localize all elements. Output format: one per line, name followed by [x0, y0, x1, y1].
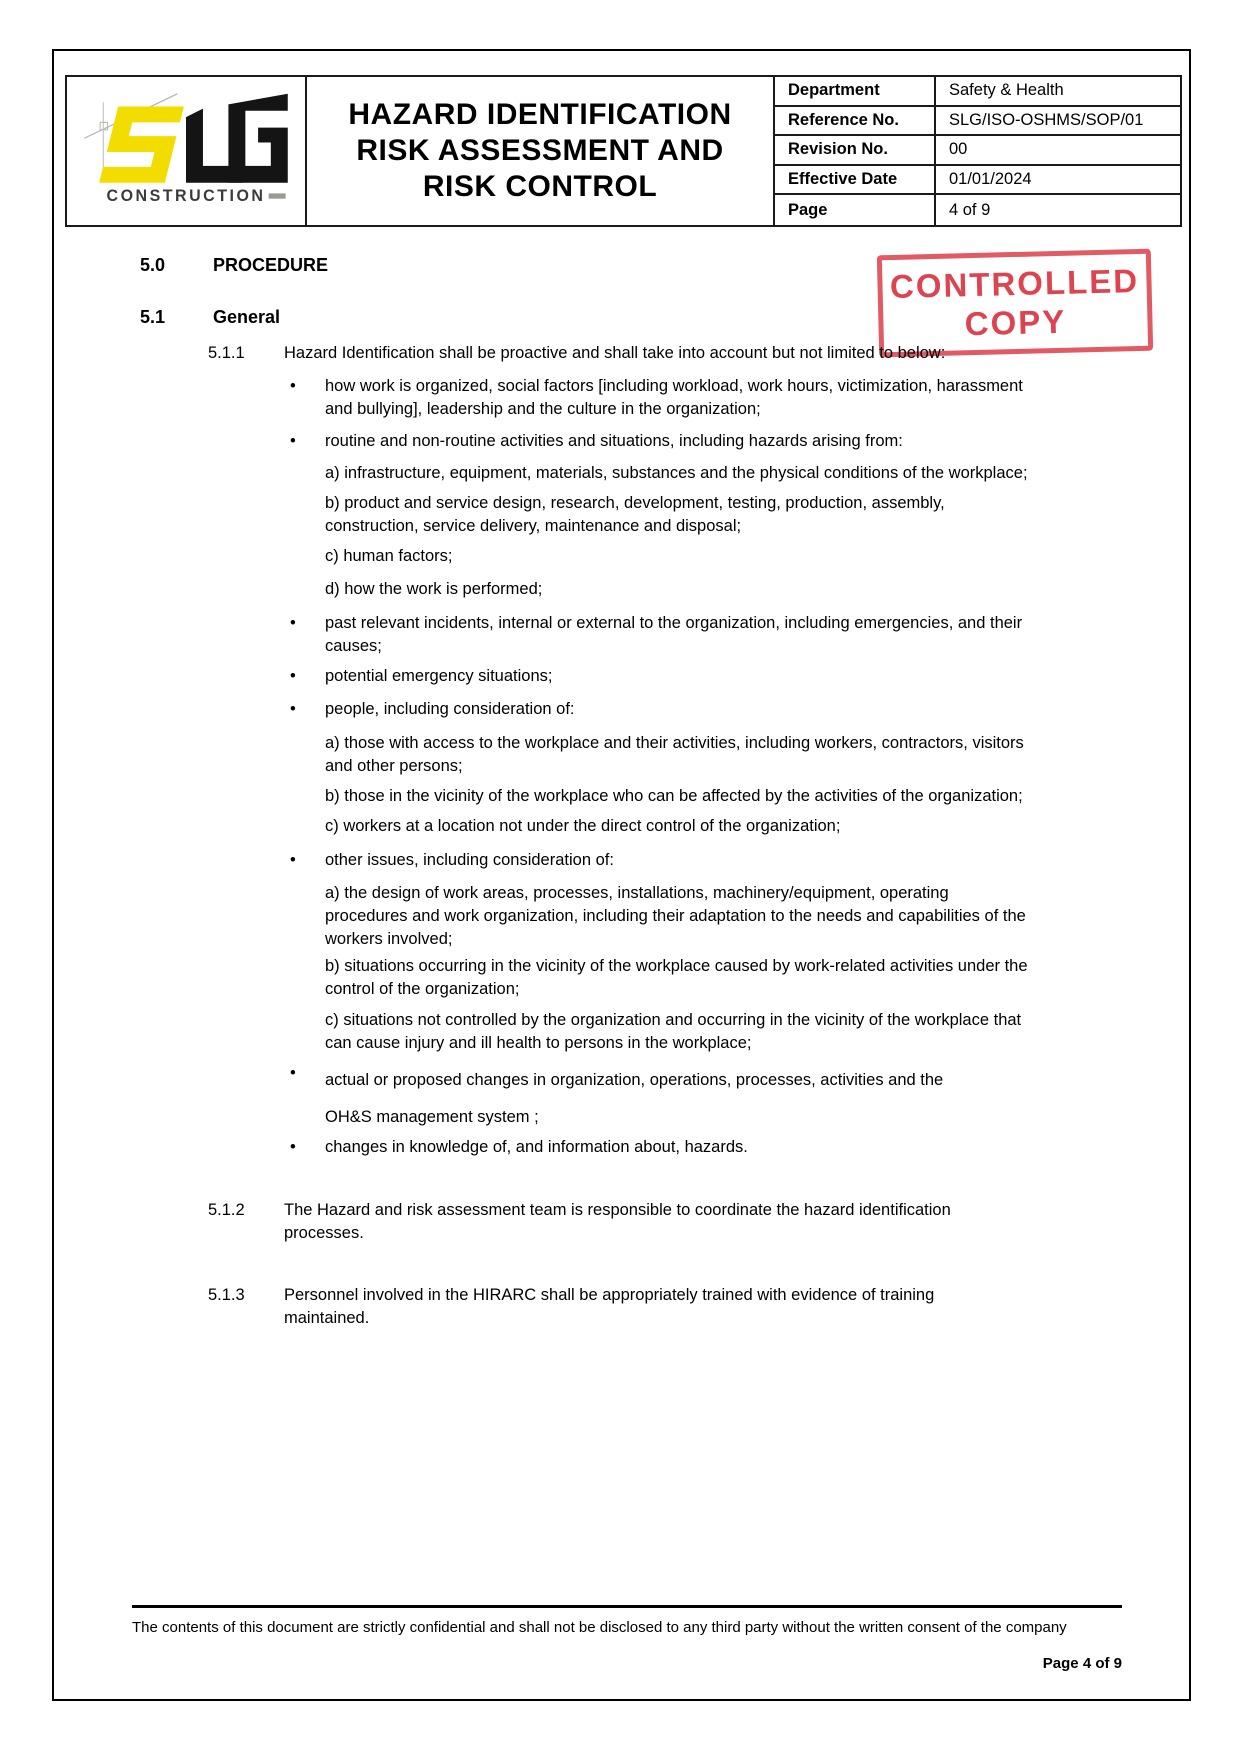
title-line: RISK CONTROL [422, 170, 658, 203]
list-subitem: c) situations not controlled by the organization and occurring in the vicinity of the workplace that can cause injury and ill health to persons in the workplace; [325, 1011, 1022, 1052]
list-subitem: a) infrastructure, equipment, materials, substances and the physical conditions of the workplace; [325, 464, 1028, 482]
info-label-page: Page [773, 195, 934, 225]
list-subitem: a) those with access to the workplace and their activities, including workers, contractors, visitors and other persons; [325, 734, 1024, 775]
slg-construction-logo [80, 87, 292, 215]
bullet-icon: • [290, 1064, 296, 1082]
section-number: 5.0 [140, 255, 166, 275]
bullet-icon: • [290, 377, 296, 395]
clause-5-1-2 [208, 1199, 1241, 1245]
list-item-text [325, 1062, 1035, 1136]
list-item [290, 375, 1241, 421]
list-item-text: other issues, including consideration of: [325, 851, 614, 869]
list-subitem: a) the design of work areas, processes, installations, machinery/equipment, operating procedures and work organization, including their adaptation to the needs and capabilities of the workers involved; [325, 884, 1026, 948]
bullet-icon: • [290, 614, 296, 632]
stamp-line: CONTROLLED [889, 261, 1140, 306]
list-item-text: past relevant incidents, internal or external to the organization, including emergencies, and their causes; [325, 614, 1023, 655]
list-subitem: c) workers at a location not under the direct control of the organization; [325, 817, 841, 835]
list-item-text: how work is organized, social factors [including workload, work hours, victimization, harassment and bullying], leadership and the culture in the organization; [325, 377, 1023, 418]
list-subitem: c) human factors; [325, 547, 453, 565]
clause-number: 5.1.1 [208, 344, 245, 362]
list-subitem: b) situations occurring in the vicinity of the workplace caused by work-related activities under the control of the organization; [325, 957, 1028, 998]
procedure-section [0, 255, 1241, 1330]
clause-number: 5.1.2 [208, 1201, 245, 1219]
info-value-department: Safety & Health [934, 77, 1180, 107]
list-subitem: b) those in the vicinity of the workplace who can be affected by the activities of the organization; [325, 787, 1023, 805]
section-title: General [213, 307, 281, 327]
list-item-text: routine and non-routine activities and situations, including hazards arising from: [325, 432, 903, 450]
info-label-effective-date: Effective Date [773, 166, 934, 196]
bullet-icon: • [290, 700, 296, 718]
list-item [290, 612, 1241, 658]
confidentiality-note: The contents of this document are strictly confidential and shall not be disclosed to any third party without the written consent of the company [132, 1619, 1067, 1636]
logo-wordmark: CONSTRUCTION [106, 185, 266, 205]
info-value-page: 4 of 9 [934, 195, 1180, 225]
list-item-line: actual or proposed changes in organization, operations, processes, activities and the [325, 1071, 944, 1089]
info-value-revision: 00 [934, 136, 1180, 166]
list-item-text: potential emergency situations; [325, 667, 553, 685]
clause-text: Personnel involved in the HIRARC shall be appropriately trained with evidence of training maintained. [284, 1286, 935, 1327]
stamp-line: COPY [964, 302, 1067, 343]
section-title: PROCEDURE [213, 255, 329, 275]
list-item [290, 698, 1241, 721]
bullet-icon: • [290, 667, 296, 685]
section-heading-procedure [140, 255, 1241, 275]
info-value-reference: SLG/ISO-OSHMS/SOP/01 [934, 107, 1180, 137]
page-number: Page 4 of 9 [1042, 1655, 1122, 1672]
title-line: HAZARD IDENTIFICATION [348, 98, 732, 131]
logo-letter-s [99, 106, 184, 182]
info-value-effective-date: 01/01/2024 [934, 166, 1180, 196]
logo-tiny-mark [269, 193, 286, 198]
list-item [290, 1136, 1241, 1159]
document-title [307, 77, 773, 225]
bullet-icon: • [290, 1138, 296, 1156]
info-label-department: Department [773, 77, 934, 107]
list-item-line: OH&S management system ; [325, 1108, 539, 1126]
list-item-text: changes in knowledge of, and information about, hazards. [325, 1138, 748, 1156]
list-item [290, 1062, 1241, 1136]
info-label-reference: Reference No. [773, 107, 934, 137]
list-subitem: d) how the work is performed; [325, 580, 543, 598]
clause-5-1-3 [208, 1284, 1241, 1330]
title-line: RISK ASSESSMENT AND [356, 134, 724, 167]
header-table [65, 75, 1182, 227]
section-number: 5.1 [140, 307, 166, 327]
info-label-revision: Revision No. [773, 136, 934, 166]
bullet-icon: • [290, 851, 296, 869]
footer-divider [132, 1605, 1122, 1608]
clause-number: 5.1.3 [208, 1286, 245, 1304]
bullet-icon: • [290, 432, 296, 450]
logo-cell [67, 77, 307, 225]
clause-5-1-1 [208, 342, 1241, 365]
list-item [290, 849, 1241, 872]
section-heading-general [140, 307, 1241, 327]
list-item [290, 665, 1241, 688]
list-item-text: people, including consideration of: [325, 700, 575, 718]
clause-text: Hazard Identification shall be proactive and shall take into account but not limited to below: [284, 344, 946, 362]
clause-text: The Hazard and risk assessment team is responsible to coordinate the hazard identification processes. [284, 1201, 951, 1242]
list-item [290, 430, 1241, 453]
list-subitem: b) product and service design, research, development, testing, production, assembly, construction, service delivery, maintenance and disposal; [325, 494, 945, 535]
logo-letter-g [228, 94, 287, 183]
